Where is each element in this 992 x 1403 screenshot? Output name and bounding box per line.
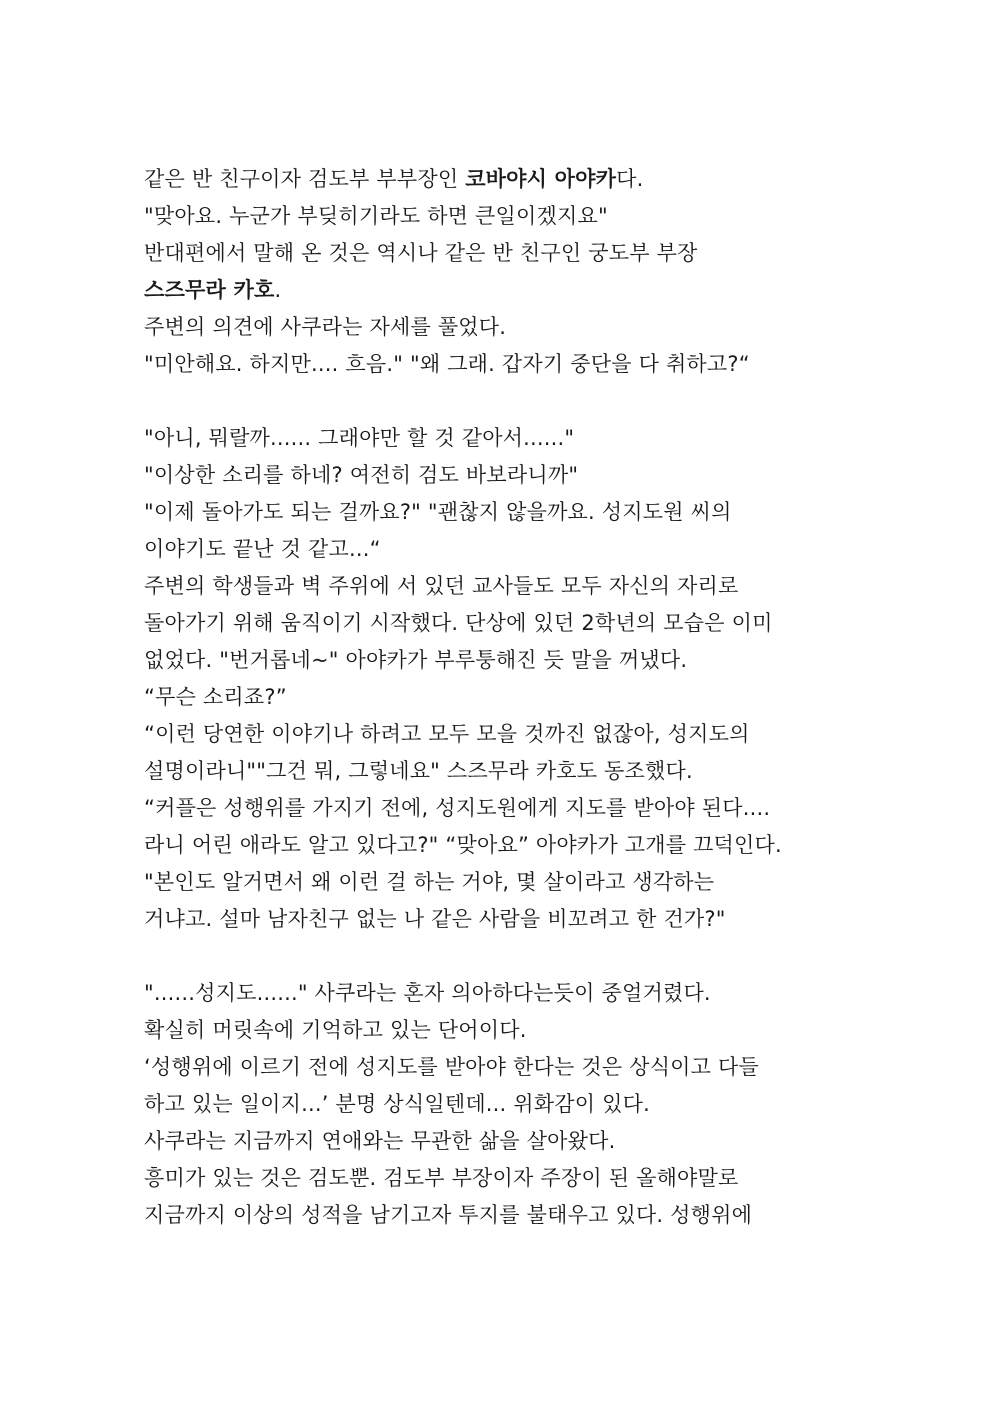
blank-line — [144, 383, 864, 420]
text-line: “이런 당연한 이야기나 하려고 모두 모을 것까진 없잖아, 성지도의 — [144, 722, 750, 746]
text-line: 하고 있는 일이지...’ 분명 상식일텐데... 위화감이 있다. — [144, 1092, 650, 1116]
text-line: 스즈무라 카호. — [144, 278, 282, 302]
text-line: "이상한 소리를 하네? 여전히 검도 바보라니까" — [144, 463, 579, 487]
bold-name: 스즈무라 카호 — [144, 278, 275, 302]
bold-name: 코바야시 아야카 — [465, 167, 617, 191]
text-line: 라니 어린 애라도 알고 있다고?" “맞아요” 아야카가 고개를 끄덕인다. — [144, 833, 782, 857]
text-line: "......성지도......" 사쿠라는 혼자 의아하다는듯이 중얼거렸다. — [144, 981, 711, 1005]
text-line: 설명이라니""그건 뭐, 그렇네요" 스즈무라 카호도 동조했다. — [144, 759, 693, 783]
text-line: “커플은 성행위를 가지기 전에, 성지도원에게 지도를 받아야 된다.... — [144, 796, 771, 820]
text-line: 반대편에서 말해 온 것은 역시나 같은 반 친구인 궁도부 부장 — [144, 241, 698, 265]
text-line: ‘성행위에 이르기 전에 성지도를 받아야 한다는 것은 상식이고 다들 — [144, 1055, 759, 1079]
text-line: 주변의 학생들과 벽 주위에 서 있던 교사들도 모두 자신의 자리로 — [144, 574, 739, 598]
text-line: 사쿠라는 지금까지 연애와는 무관한 삶을 살아왔다. — [144, 1129, 616, 1153]
text-line: "미안해요. 하지만.... 흐음." "왜 그래. 갑자기 중단을 다 취하고?“ — [144, 352, 750, 376]
text-line: 확실히 머릿속에 기억하고 있는 단어이다. — [144, 1018, 527, 1042]
text-line: “무슨 소리죠?” — [144, 685, 287, 709]
text-line: "이제 돌아가도 되는 걸까요?" "괜찮지 않을까요. 성지도원 씨의 — [144, 500, 732, 524]
text-line: 흥미가 있는 것은 검도뿐. 검도부 부장이자 주장이 된 올해야말로 — [144, 1166, 739, 1190]
blank-line — [144, 938, 864, 975]
text-line: 같은 반 친구이자 검도부 부부장인 코바야시 아야카다. — [144, 167, 644, 191]
text-line: "본인도 알거면서 왜 이런 걸 하는 거야, 몇 살이라고 생각하는 — [144, 870, 715, 894]
text-line: 없었다. "번거롭네~" 아야카가 부루퉁해진 듯 말을 꺼냈다. — [144, 648, 688, 672]
text-line: 주변의 의견에 사쿠라는 자세를 풀었다. — [144, 315, 507, 339]
text-line: "아니, 뭐랄까...... 그래야만 할 것 같아서......" — [144, 426, 575, 450]
text-line: 돌아가기 위해 움직이기 시작했다. 단상에 있던 2학년의 모습은 이미 — [144, 611, 773, 635]
text-line: 지금까지 이상의 성적을 남기고자 투지를 불태우고 있다. 성행위에 — [144, 1203, 753, 1227]
text-line: 거냐고. 설마 남자친구 없는 나 같은 사람을 비꼬려고 한 건가?" — [144, 907, 726, 931]
body-text — [144, 161, 864, 1234]
text-line: 이야기도 끝난 것 같고...“ — [144, 537, 381, 561]
text-line: "맞아요. 누군가 부딪히기라도 하면 큰일이겠지요" — [144, 204, 608, 228]
